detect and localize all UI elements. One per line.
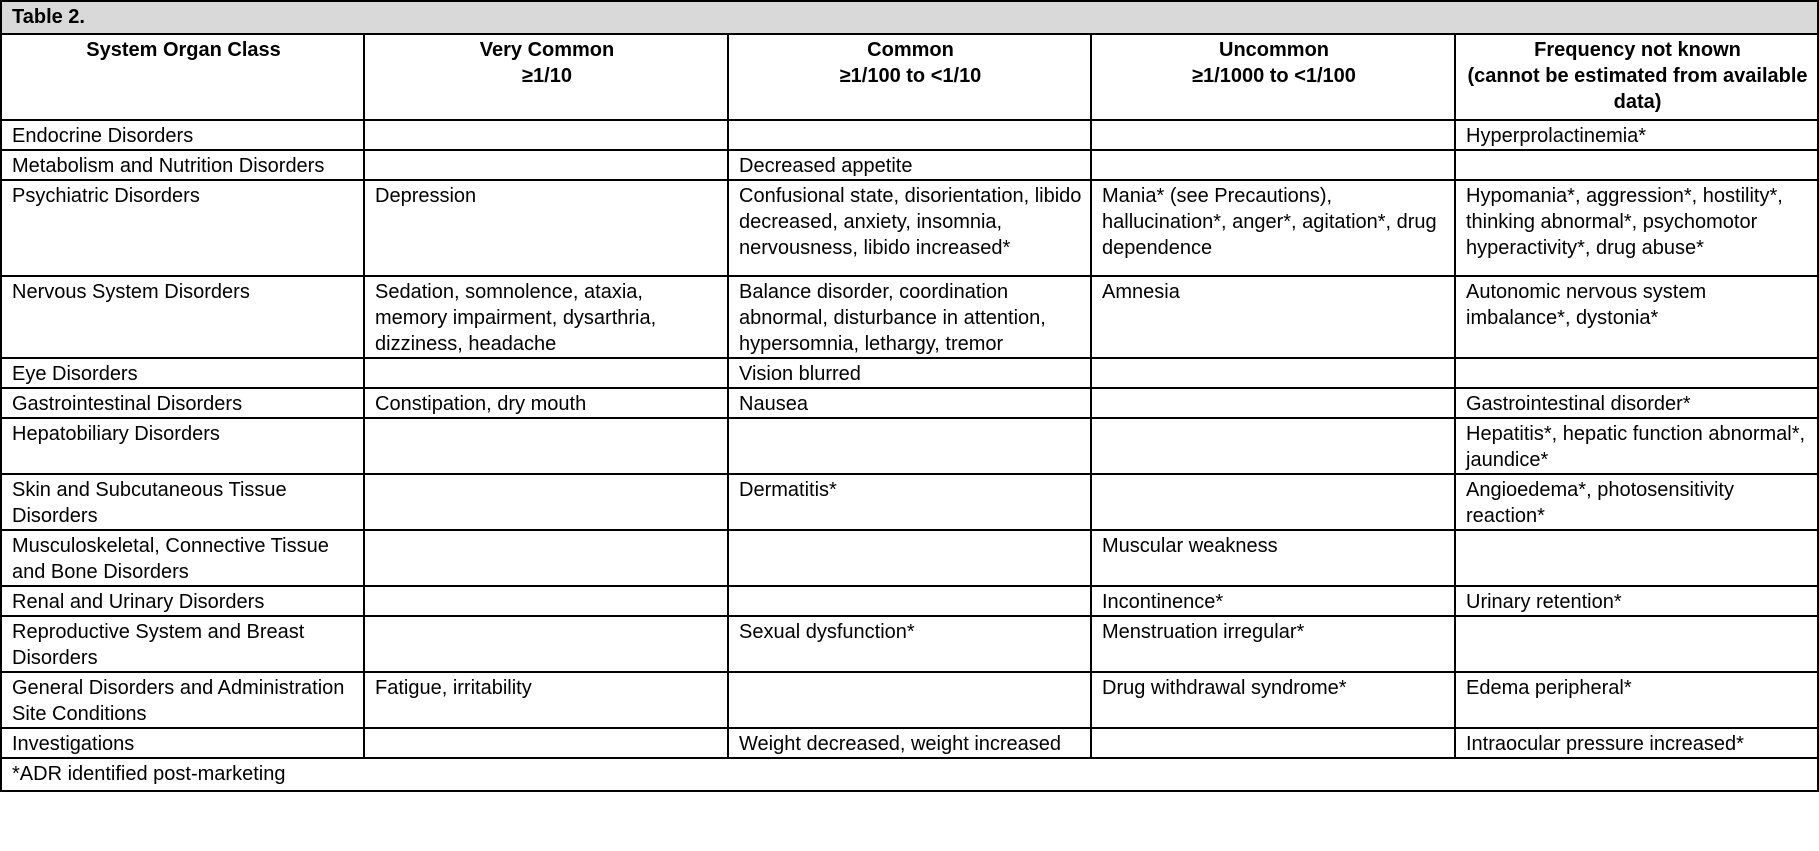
cell-common: Sexual dysfunction* [728,616,1091,672]
cell-uncommon: Drug withdrawal syndrome* [1091,672,1455,728]
table-caption-row [1,1,1818,34]
column-header-range: ≥1/1000 to <1/100 [1192,65,1356,87]
table-row [1,120,1818,150]
cell-uncommon [1091,150,1455,180]
table-row [1,418,1818,474]
cell-frequency-not-known: Gastrointestinal disorder* [1455,388,1818,418]
table-header-row [1,34,1818,120]
cell-uncommon [1091,120,1455,150]
cell-uncommon: Amnesia [1091,276,1455,358]
cell-uncommon [1091,388,1455,418]
cell-very-common [364,150,728,180]
cell-frequency-not-known [1455,358,1818,388]
column-header-uncommon [1091,34,1455,120]
cell-very-common [364,474,728,530]
column-header-range: ≥1/100 to <1/10 [839,65,982,87]
column-header-label: Common [867,39,954,61]
cell-uncommon [1091,358,1455,388]
cell-uncommon [1091,418,1455,474]
cell-common: Balance disorder, coordination abnormal, disturbance in attention, hypersomnia, lethargy, tremor [728,276,1091,358]
column-header-label: Very Common [479,39,615,61]
column-header-range: (cannot be estimated from available data) [1467,65,1808,113]
cell-system-organ-class: Renal and Urinary Disorders [1,586,364,616]
cell-very-common [364,530,728,586]
cell-common: Vision blurred [728,358,1091,388]
column-header-label: System Organ Class [86,39,281,61]
table-row [1,616,1818,672]
cell-uncommon [1091,728,1455,758]
table-row [1,180,1818,276]
cell-common [728,530,1091,586]
cell-system-organ-class: Skin and Subcutaneous Tissue Disorders [1,474,364,530]
table-caption: Table 2. [1,1,1818,34]
cell-common [728,120,1091,150]
table-row [1,728,1818,758]
cell-frequency-not-known: Edema peripheral* [1455,672,1818,728]
cell-very-common: Constipation, dry mouth [364,388,728,418]
cell-frequency-not-known: Angioedema*, photosensitivity reaction* [1455,474,1818,530]
cell-frequency-not-known: Intraocular pressure increased* [1455,728,1818,758]
cell-system-organ-class: Investigations [1,728,364,758]
cell-system-organ-class: Nervous System Disorders [1,276,364,358]
cell-common: Nausea [728,388,1091,418]
table-row [1,530,1818,586]
cell-very-common [364,418,728,474]
table-row [1,672,1818,728]
cell-frequency-not-known: Hepatitis*, hepatic function abnormal*, jaundice* [1455,418,1818,474]
table-row [1,388,1818,418]
cell-very-common: Sedation, somnolence, ataxia, memory impairment, dysarthria, dizziness, headache [364,276,728,358]
table-row [1,474,1818,530]
cell-uncommon [1091,474,1455,530]
cell-very-common [364,120,728,150]
cell-very-common: Fatigue, irritability [364,672,728,728]
cell-uncommon: Mania* (see Precautions), hallucination*, anger*, agitation*, drug dependence [1091,180,1455,276]
cell-very-common [364,616,728,672]
column-header-range: ≥1/10 [522,65,572,87]
column-header-very-common [364,34,728,120]
column-header-label: Frequency not known [1534,39,1741,61]
table-row [1,276,1818,358]
cell-common: Weight decreased, weight increased [728,728,1091,758]
column-header-system-organ-class [1,34,364,120]
cell-system-organ-class: Hepatobiliary Disorders [1,418,364,474]
cell-common: Dermatitis* [728,474,1091,530]
table-footnote-row [1,758,1818,791]
cell-frequency-not-known: Hyperprolactinemia* [1455,120,1818,150]
cell-system-organ-class: Psychiatric Disorders [1,180,364,276]
cell-common: Decreased appetite [728,150,1091,180]
cell-frequency-not-known [1455,150,1818,180]
cell-uncommon: Muscular weakness [1091,530,1455,586]
cell-system-organ-class: Gastrointestinal Disorders [1,388,364,418]
table-row [1,586,1818,616]
cell-frequency-not-known [1455,616,1818,672]
cell-very-common [364,586,728,616]
column-header-frequency-not-known [1455,34,1818,120]
column-header-label: Uncommon [1219,39,1329,61]
cell-system-organ-class: Reproductive System and Breast Disorders [1,616,364,672]
cell-system-organ-class: Endocrine Disorders [1,120,364,150]
table-footnote: *ADR identified post-marketing [1,758,1818,791]
cell-uncommon: Incontinence* [1091,586,1455,616]
cell-system-organ-class: General Disorders and Administration Site Conditions [1,672,364,728]
cell-common: Confusional state, disorientation, libido decreased, anxiety, insomnia, nervousness, libido increased* [728,180,1091,276]
cell-system-organ-class: Metabolism and Nutrition Disorders [1,150,364,180]
cell-frequency-not-known: Autonomic nervous system imbalance*, dystonia* [1455,276,1818,358]
cell-very-common [364,358,728,388]
cell-common [728,418,1091,474]
cell-frequency-not-known [1455,530,1818,586]
cell-frequency-not-known: Urinary retention* [1455,586,1818,616]
cell-very-common [364,728,728,758]
column-header-common [728,34,1091,120]
cell-uncommon: Menstruation irregular* [1091,616,1455,672]
cell-system-organ-class: Musculoskeletal, Connective Tissue and Bone Disorders [1,530,364,586]
table-row [1,358,1818,388]
table-row [1,150,1818,180]
cell-frequency-not-known: Hypomania*, aggression*, hostility*, thinking abnormal*, psychomotor hyperactivity*, drug abuse* [1455,180,1818,276]
cell-common [728,672,1091,728]
cell-system-organ-class: Eye Disorders [1,358,364,388]
cell-common [728,586,1091,616]
cell-very-common: Depression [364,180,728,276]
